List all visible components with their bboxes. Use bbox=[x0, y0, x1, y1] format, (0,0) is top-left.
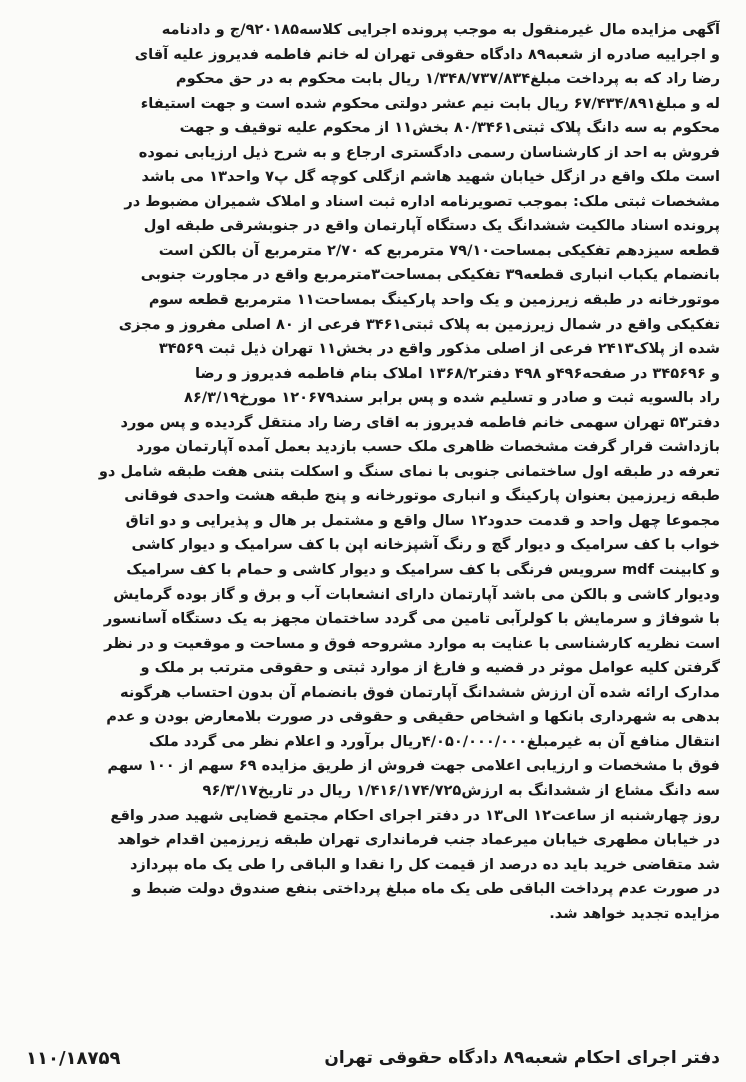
reference-number: ۱۱۰/۱۸۷۵۹ bbox=[26, 1047, 121, 1069]
notice-line: قطعه سیزدهم تفکیکی بمساحت۷۹/۱۰ مترمربع که ۲/۷۰ مترمربع آن بالکن است bbox=[158, 241, 720, 259]
notice-line: رضا راد که به پرداخت مبلغ۱/۳۴۸/۷۳۷/۸۳۴ ریال بابت محکوم به در حق محکوم bbox=[175, 70, 720, 88]
notice-line: دفتر۵۳ تهران سهمی خانم فاطمه فدیروز به اقای رضا راد منتقل گردیده و پس مورد bbox=[120, 413, 720, 431]
notice-line: راد بالسویه ثبت و صادر و تسلیم شده و پس برابر سند۱۲۰۶۷۹ مورخ۸۶/۳/۱۹ bbox=[183, 389, 720, 407]
notice-line: انتقال منافع آن به غیرمبلغ۴/۰۵۰/۰۰۰/۰۰۰ریال برآورد و اعلام نظر می گردد ملک bbox=[148, 732, 720, 750]
notice-line: مجموعا چهل واحد و قدمت حدود۱۲ سال واقع و مشتمل بر هال و پذیرایی و دو اتاق bbox=[125, 511, 720, 529]
notice-line: له و مبلغ۶۷/۴۳۴/۸۹۱ ریال بابت نیم عشر دولتی محکوم شده است و جهت استیفاء bbox=[140, 94, 720, 112]
notice-line: و ۳۴۵۶۹۶ در صفحه۴۹۶و ۴۹۸ دفتر۱۳۶۸/۲ املاک بنام فاطمه فدیروز و رضا bbox=[195, 364, 720, 382]
notice-line: گرفتن کلیه عوامل موثر در قضیه و فارغ از موارد ثبتی و حقوقی مترتب بر ملک و bbox=[140, 659, 720, 677]
notice-line: بازداشت قرار گرفت مشخصات ظاهری ملک حسب بازدید بعمل آمده آپارتمان مورد bbox=[136, 438, 720, 456]
notice-text bbox=[26, 18, 720, 926]
notice-line: طبقه زیرزمین بعنوان پارکینگ و انباری موتورخانه و پنج طبقه هشت واحدی فوقانی bbox=[124, 487, 720, 505]
notice-line: در خیابان مطهری خیابان میرعماد جنب فرمانداری تهران طبقه زیرزمین اقدام خواهد bbox=[117, 831, 720, 849]
notice-line: شده از پلاک۲۴۱۳ فرعی از اصلی مذکور واقع در بخش۱۱ تهران ذیل ثبت ۳۴۵۶۹ bbox=[158, 340, 720, 358]
notice-line: فوق با مشخصات و ارزیابی اعلامی جهت فروش از طریق مزایده ۶۹ سهم از ۱۰۰ سهم bbox=[107, 757, 720, 775]
notice-line: مدارک ارائه شده آن ارزش ششدانگ آپارتمان فوق بانضمام آن بدون احتساب هرگونه bbox=[120, 683, 720, 701]
notice-line: مزایده تجدید خواهد شد. bbox=[549, 904, 720, 922]
issuer-signature: دفتر اجرای احکام شعبه۸۹ دادگاه حقوقی تهران bbox=[324, 1048, 720, 1068]
notice-line: فروش به احد از کارشناسان رسمی دادگستری ارجاع و به شرح ذیل ارزیابی نموده bbox=[138, 143, 720, 161]
notice-line: موتورخانه در طبقه زیرزمین و یک واحد پارکینگ بمساحت۱۱ مترمربع قطعه سوم bbox=[148, 291, 720, 309]
notice-line: تعرفه در طبقه اول ساختمانی جنوبی با نمای سنگ و اسکلت بتنی هفت طبقه شامل دو bbox=[98, 462, 720, 480]
notice-line: سه دانگ مشاع از ششدانگ به ارزش۱/۴۱۶/۱۷۴/۷۲۵ ریال در تاریخ۹۶/۳/۱۷ bbox=[202, 781, 720, 799]
notice-line: خواب با کف سرامیک و دیوار گچ و رنگ آشپزخانه اپن با کف سرامیک و دیوار کاشی bbox=[131, 536, 720, 554]
notice-line: روز چهارشنبه از ساعت۱۲ الی۱۳ در دفتر اجرای احکام مجتمع قضایی شهید صدر واقع bbox=[110, 806, 720, 824]
notice-line: محکوم به سه دانگ پلاک ثبتی۸۰/۳۴۶۱ بخش۱۱ از محکوم علیه توقیف و جهت bbox=[179, 119, 720, 137]
notice-line: در صورت عدم پرداخت الباقی طی یک ماه مبلغ پرداختی بنفع صندوق دولت ضبط و bbox=[132, 880, 720, 898]
notice-footer bbox=[26, 1043, 720, 1073]
notice-line: پرونده اسناد مالکیت ششدانگ یک دستگاه آپارتمان واقع در جنوبشرقی طبقه اول bbox=[143, 217, 720, 235]
notice-line: بانضمام یکباب انباری قطعه۳۹ تفکیکی بمساحت۳مترمربع واقع در مجاورت جنوبی bbox=[140, 266, 720, 284]
notice-line: مشخصات ثبتی ملک: بموجب تصویرنامه اداره ثبت اسناد و املاک شمیران مضبوط در bbox=[124, 192, 720, 210]
notice-line: آگهی مزایده مال غیرمنقول به موجب پرونده اجرایی کلاسه۹۲۰۱۸۵/ج و دادنامه bbox=[161, 21, 720, 38]
notice-line: است نظریه کارشناسی با عنایت به موارد مشروحه فوق و مساحت و موقعیت و در نظر bbox=[104, 634, 720, 652]
notice-line: ودیوار کاشی و بالکن می باشد آپارتمان دارای انشعابات آب و برق و گاز بوده گرمایش bbox=[113, 585, 720, 603]
notice-line: شد متقاضی خرید باید ده درصد از قیمت کل را نقدا و الباقی را طی یک ماه بپردازد bbox=[129, 855, 720, 873]
notice-line: و اجراییه صادره از شعبه۸۹ دادگاه حقوقی تهران له خانم فاطمه فدیروز علیه آقای bbox=[134, 45, 720, 63]
notice-line: است ملک واقع در ازگل خیابان شهید هاشم ازگلی کوچه گل پ۷ واحد۱۳ می باشد bbox=[141, 168, 720, 186]
notice-line: با شوفاژ و سرمایش با کولرآبی تامین می گردد ساختمان مجهز به یک دستگاه آسانسور bbox=[103, 610, 720, 628]
notice-line: بدهی به شهرداری بانکها و اشخاص حقیقی و حقوقی در صورت بلامعارض بودن و عدم bbox=[106, 708, 720, 726]
notice-line: تفکیکی واقع در شمال زیرزمین به پلاک ثبتی۳۴۶۱ فرعی از ۸۰ اصلی مفروز و مجزی bbox=[118, 315, 720, 333]
notice-line: و کابینت mdf سرویس فرنگی با کف سرامیک و دیوار کاشی و حمام با کف سرامیک bbox=[126, 561, 720, 579]
